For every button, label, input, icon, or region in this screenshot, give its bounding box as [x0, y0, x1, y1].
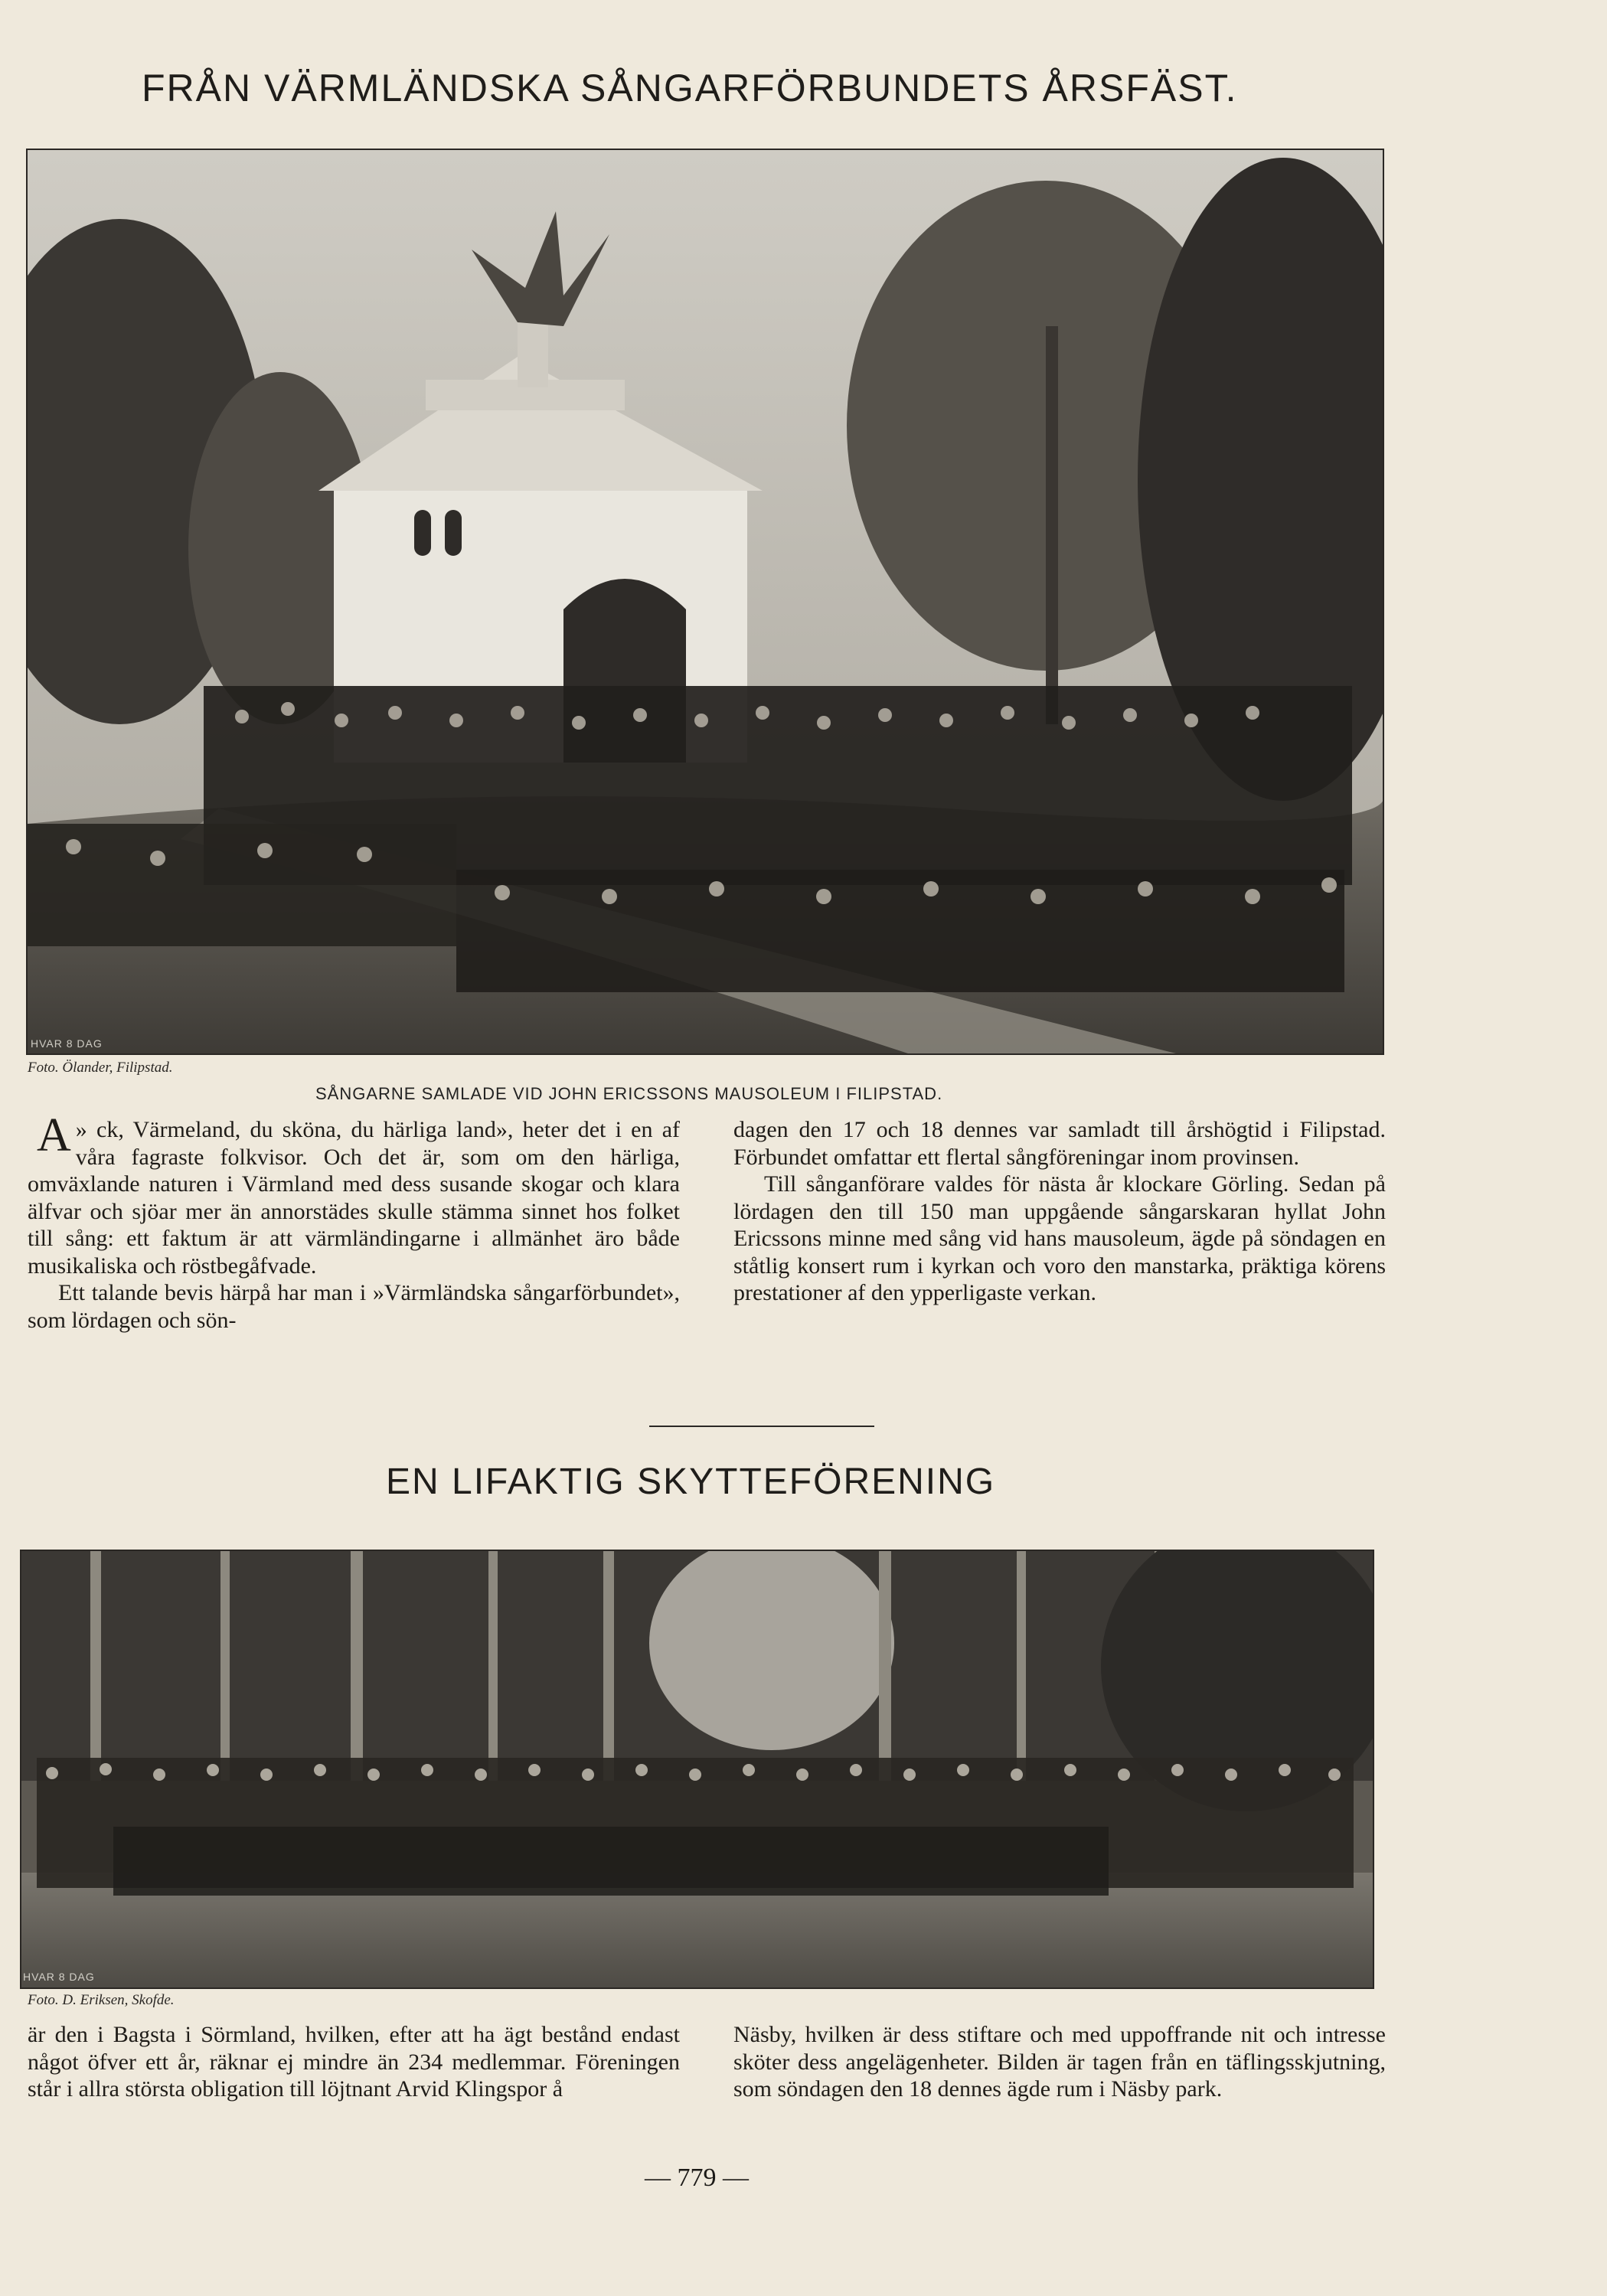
article2-heading: EN LIFAKTIG SKYTTEFÖRENING: [386, 1462, 996, 1502]
article2-column-2: [733, 2021, 1386, 2103]
article1-column-1: [28, 1109, 681, 1334]
photo-caption: SÅNGARNE SAMLADE VID JOHN ERICSSONS MAUSOLEUM I FILIPSTAD.: [315, 1084, 943, 1103]
photo-credit: Foto. Ölander, Filipstad.: [28, 1060, 173, 1076]
shooting-club-photo: [20, 1550, 1374, 1989]
article2-paragraph-1: är den i Bagsta i Sörmland, hvilken, efter att ha ägt bestånd endast något öfver ett år, räknar ej mindre än 234 medlemmar. Föreningen står i allra största obligation till löjtnant Arvid Klingspor å: [28, 2022, 680, 2102]
mausoleum-photo: [26, 149, 1384, 1055]
article1-paragraph-4: Till sånganförare valdes för nästa år klockare Görling. Sedan på lördagen den till 150 man uppgående sångarskaran hyllat John Ericssons minne med sång vid hans mausoleum, ägde på söndagen en ståtlig konsert rum i kyrkan och voro den manstarka, präktiga körens prestationer af den ypperligaste verkan.: [733, 1171, 1386, 1305]
article1-heading: FRÅN VÄRMLÄNDSKA SÅNGARFÖRBUNDETS ÅRSFÄST.: [142, 67, 1238, 109]
article2-paragraph-2: Näsby, hvilken är dess stiftare och med uppoffrande nit och intresse sköter dess angelägenheter. Bilden är tagen från en täflingsskjutning, som söndagen den 18 dennes ägde rum i Näsby park.: [733, 2022, 1386, 2102]
mausoleum-photo-image: [28, 150, 1383, 1053]
photo-credit-2: Foto. D. Eriksen, Skofde.: [28, 1992, 175, 2008]
section-divider: [649, 1426, 874, 1427]
article2-column-1: [28, 2021, 680, 2103]
article1-paragraph-1: [28, 1109, 681, 1279]
article1-p1-text: ck, Värmeland, du sköna, du härliga land», heter det i en af våra fagraste folkvisor. Och det är, som om den härliga, omväxlande naturen i Värmland med dess susande skogar och klara älfvar och sjöar mer än annorstädes skulle stämma sinnet hos folket till sång: ett faktum är att värmländingarne i allmänhet äro både musikaliska och röstbegåfvade.: [28, 1117, 681, 1279]
shooting-club-photo-image: [21, 1551, 1373, 1987]
article1-paragraph-3: dagen den 17 och 18 dennes var samladt till årshögtid i Filipstad. Förbundet omfattar ett flertal sångföreningar inom provinsen.: [733, 1117, 1386, 1170]
opening-quote: »: [75, 1117, 97, 1142]
drop-cap: A: [37, 1109, 71, 1161]
article1-paragraph-2: Ett talande bevis härpå har man i »Värmländska sångarförbundet», som lördagen och sön-: [28, 1280, 680, 1333]
page-number: — 779 —: [645, 2164, 749, 2192]
photo-stamp: HVAR 8 DAG: [31, 1037, 103, 1050]
article1-column-2: [733, 1116, 1386, 1307]
photo-stamp-2: HVAR 8 DAG: [23, 1971, 95, 1983]
